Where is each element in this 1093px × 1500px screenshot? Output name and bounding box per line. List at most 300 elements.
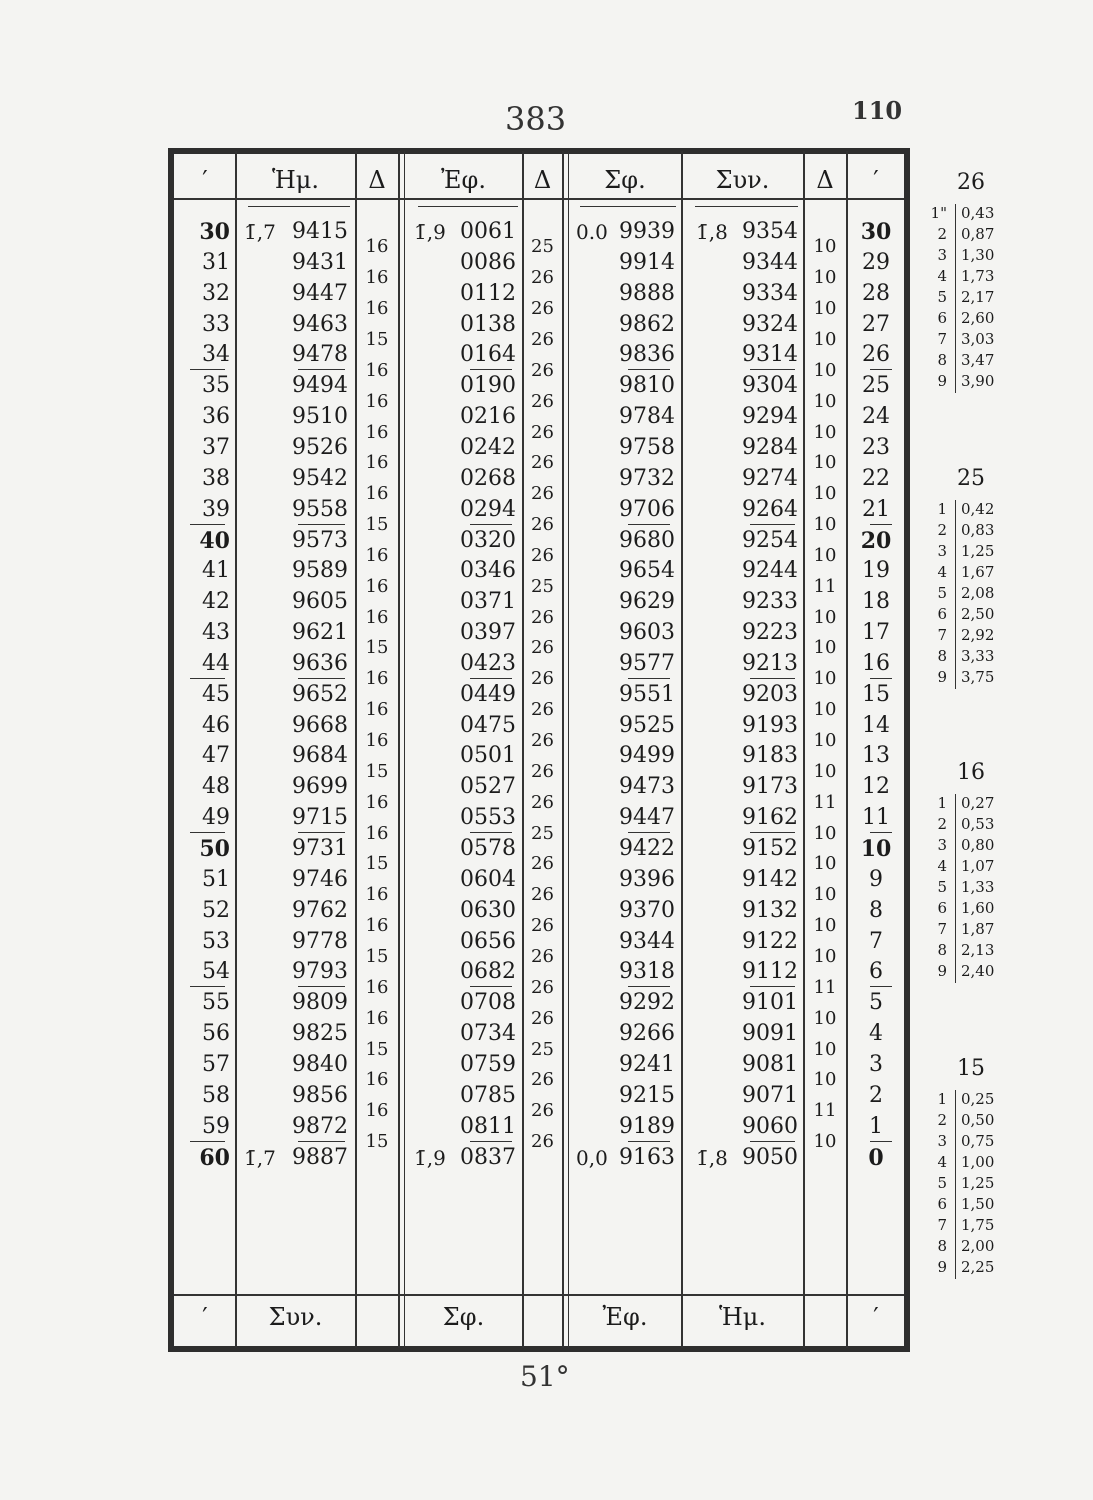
proportional-parts-value: 0,83 xyxy=(961,521,995,539)
group-separator xyxy=(870,524,892,525)
footer-cell: Συν. xyxy=(268,1303,323,1331)
minute-left: 48 xyxy=(202,774,230,800)
proportional-parts-index: 3 xyxy=(937,1132,947,1150)
cot-prefix: 0.0 xyxy=(576,220,608,244)
minute-right: 8 xyxy=(869,897,883,923)
tan-value: 0216 xyxy=(460,404,516,430)
group-separator xyxy=(470,986,512,987)
group-separator xyxy=(470,369,512,370)
minute-left: 38 xyxy=(202,465,230,491)
tan-difference: 26 xyxy=(531,390,554,412)
cos-difference: 10 xyxy=(813,760,837,782)
tan-difference: 25 xyxy=(531,575,554,597)
sin-value: 9558 xyxy=(292,496,348,522)
cos-difference: 10 xyxy=(813,544,837,566)
cot-value: 9758 xyxy=(619,434,675,460)
minute-left: 39 xyxy=(202,496,230,522)
sin-difference: 16 xyxy=(365,575,389,597)
group-separator xyxy=(298,524,345,525)
proportional-parts-index: 7 xyxy=(937,626,947,644)
minute-right: 30 xyxy=(860,219,892,245)
proportional-parts-value: 1,33 xyxy=(961,878,995,896)
proportional-parts-index: 4 xyxy=(937,1153,947,1171)
minute-left: 31 xyxy=(202,249,230,275)
cot-value: 9551 xyxy=(619,681,675,707)
tan-value: 0734 xyxy=(460,1021,516,1047)
proportional-parts-index: 5 xyxy=(937,584,947,602)
header-cell: Δ xyxy=(368,166,386,194)
cot-value: 9447 xyxy=(619,805,675,831)
cos-difference: 10 xyxy=(813,1007,837,1029)
cot-value: 9603 xyxy=(619,620,675,646)
header-underline xyxy=(695,206,798,207)
tan-value: 0423 xyxy=(460,650,516,676)
footer-cell: Σφ. xyxy=(442,1303,485,1331)
sin-value: 9526 xyxy=(292,434,348,460)
cos-difference: 11 xyxy=(813,575,837,597)
proportional-parts-value: 1,07 xyxy=(961,857,995,875)
minute-right: 24 xyxy=(862,404,890,430)
cos-difference: 10 xyxy=(813,514,837,536)
proportional-parts-bar xyxy=(955,204,956,393)
group-separator xyxy=(870,369,892,370)
cot-value: 9318 xyxy=(619,959,675,985)
proportional-parts-value: 0,50 xyxy=(961,1111,995,1129)
tan-value: 0604 xyxy=(460,866,516,892)
tan-difference: 26 xyxy=(531,544,554,566)
minute-right: 21 xyxy=(862,496,890,522)
tan-value: 0320 xyxy=(460,527,516,553)
tan-value: 0164 xyxy=(460,342,516,368)
proportional-parts-value: 3,03 xyxy=(961,330,995,348)
cos-value: 9050 xyxy=(742,1144,798,1170)
minute-right: 6 xyxy=(869,959,883,985)
sin-difference: 16 xyxy=(365,421,389,443)
minute-right: 1 xyxy=(869,1113,883,1139)
minute-right: 27 xyxy=(862,311,890,337)
sin-difference: 16 xyxy=(365,668,389,690)
tan-value: 0475 xyxy=(460,712,516,738)
group-separator xyxy=(470,524,512,525)
tan-difference: 26 xyxy=(531,421,554,443)
cot-value: 9577 xyxy=(619,650,675,676)
minute-right: 5 xyxy=(869,990,883,1016)
proportional-parts-value: 2,13 xyxy=(961,941,995,959)
degree-label: 51° xyxy=(520,1360,570,1393)
sin-value: 9542 xyxy=(292,465,348,491)
sin-difference: 16 xyxy=(365,822,389,844)
proportional-parts-index: 1 xyxy=(937,794,947,812)
minute-left: 52 xyxy=(202,897,230,923)
footer-cell: Ἡμ. xyxy=(718,1303,767,1331)
group-separator xyxy=(750,1141,795,1142)
proportional-parts-index: 2 xyxy=(937,1111,947,1129)
proportional-parts-value: 1,75 xyxy=(961,1216,995,1234)
sin-difference: 15 xyxy=(365,1131,389,1153)
sin-value: 9605 xyxy=(292,589,348,615)
cot-value: 9732 xyxy=(619,465,675,491)
minute-right: 20 xyxy=(860,527,892,554)
sin-difference: 16 xyxy=(365,1007,389,1029)
sin-difference: 15 xyxy=(365,637,389,659)
proportional-parts-value: 3,33 xyxy=(961,647,995,665)
sin-value: 9762 xyxy=(292,897,348,923)
cos-value: 9284 xyxy=(742,434,798,460)
sin-value: 9415 xyxy=(292,219,348,244)
sin-difference: 16 xyxy=(365,791,389,813)
proportional-parts-value: 1,67 xyxy=(961,563,995,581)
minute-left: 41 xyxy=(202,558,230,584)
proportional-parts-index: 5 xyxy=(937,1174,947,1192)
tan-difference: 26 xyxy=(531,791,554,813)
header-cell: Σφ. xyxy=(604,166,646,194)
cos-value: 9071 xyxy=(742,1082,798,1108)
cos-prefix: 1̄,8 xyxy=(696,220,728,244)
proportional-parts-value: 0,42 xyxy=(961,500,995,518)
cos-difference: 10 xyxy=(813,853,837,875)
cos-difference: 10 xyxy=(813,1069,837,1091)
tan-value: 0682 xyxy=(460,959,516,985)
sin-difference: 16 xyxy=(365,976,389,998)
proportional-parts-index: 2 xyxy=(937,225,947,243)
proportional-parts-value: 0,75 xyxy=(961,1132,995,1150)
proportional-parts-title: 15 xyxy=(957,1056,985,1081)
cot-value: 9370 xyxy=(619,897,675,923)
cos-value: 9112 xyxy=(742,959,798,985)
group-separator xyxy=(298,369,345,370)
tan-value: 0061 xyxy=(460,219,516,244)
proportional-parts-value: 1,87 xyxy=(961,920,995,938)
header-rule xyxy=(174,198,904,200)
cot-value: 9189 xyxy=(619,1113,675,1139)
cos-value: 9091 xyxy=(742,1021,798,1047)
proportional-parts-index: 4 xyxy=(937,563,947,581)
proportional-parts-value: 0,87 xyxy=(961,225,995,243)
column-divider xyxy=(681,151,683,1348)
minute-left: 33 xyxy=(202,311,230,337)
proportional-parts-value: 1,25 xyxy=(961,542,995,560)
sin-prefix: 1̄,7 xyxy=(244,1145,276,1170)
group-separator xyxy=(750,369,795,370)
tan-value: 0397 xyxy=(460,620,516,646)
minute-left: 44 xyxy=(202,650,230,676)
sin-value: 9887 xyxy=(292,1144,348,1170)
proportional-parts-index: 6 xyxy=(937,309,947,327)
proportional-parts-index: 2 xyxy=(937,521,947,539)
proportional-parts-index: 8 xyxy=(937,647,947,665)
cot-value: 9862 xyxy=(619,311,675,337)
tan-difference: 26 xyxy=(531,1069,554,1091)
proportional-parts-index: 5 xyxy=(937,288,947,306)
corner-number: 110 xyxy=(852,96,903,125)
minute-left: 55 xyxy=(202,990,230,1016)
tan-difference: 25 xyxy=(531,822,554,844)
page-number: 383 xyxy=(505,100,567,138)
tan-difference: 26 xyxy=(531,267,554,289)
sin-difference: 16 xyxy=(365,730,389,752)
minute-right: 13 xyxy=(862,743,890,769)
group-separator xyxy=(628,369,670,370)
proportional-parts-title: 16 xyxy=(957,760,985,785)
sin-difference: 16 xyxy=(365,390,389,412)
sin-difference: 16 xyxy=(365,236,389,258)
tan-prefix: 1̄,9 xyxy=(414,1145,446,1170)
cos-difference: 10 xyxy=(813,606,837,628)
tan-value: 0501 xyxy=(460,743,516,769)
cos-value: 9173 xyxy=(742,774,798,800)
tan-value: 0759 xyxy=(460,1051,516,1077)
proportional-parts-index: 8 xyxy=(937,351,947,369)
sin-difference: 16 xyxy=(365,1069,389,1091)
tan-difference: 25 xyxy=(531,1038,554,1060)
cos-value: 9152 xyxy=(742,836,798,861)
tan-value: 0086 xyxy=(460,249,516,275)
cos-value: 9142 xyxy=(742,866,798,892)
sin-value: 9731 xyxy=(292,836,348,861)
cos-value: 9354 xyxy=(742,219,798,244)
proportional-parts-bar xyxy=(955,500,956,689)
minute-left: 30 xyxy=(199,219,230,245)
tan-difference: 26 xyxy=(531,699,554,721)
column-divider xyxy=(398,151,400,1348)
sin-difference: 16 xyxy=(365,606,389,628)
group-separator xyxy=(628,1141,670,1142)
proportional-parts-value: 0,27 xyxy=(961,794,995,812)
cos-difference: 10 xyxy=(813,390,837,412)
footer-cell: ′ xyxy=(873,1303,879,1331)
proportional-parts-value: 3,90 xyxy=(961,372,995,390)
sin-value: 9825 xyxy=(292,1021,348,1047)
proportional-parts-index: 1 xyxy=(937,1090,947,1108)
cos-value: 9213 xyxy=(742,650,798,676)
cot-value: 9706 xyxy=(619,496,675,522)
tan-value: 0837 xyxy=(460,1144,516,1170)
tan-value: 0449 xyxy=(460,681,516,707)
tan-value: 0242 xyxy=(460,434,516,460)
proportional-parts-title: 26 xyxy=(957,170,985,195)
minute-right: 28 xyxy=(862,280,890,306)
tan-value: 0371 xyxy=(460,589,516,615)
tan-value: 0268 xyxy=(460,465,516,491)
header-cell: Ἡμ. xyxy=(271,166,320,194)
sin-value: 9746 xyxy=(292,866,348,892)
minute-right: 16 xyxy=(862,650,890,676)
tan-difference: 26 xyxy=(531,328,554,350)
column-divider xyxy=(235,151,237,1348)
cos-value: 9101 xyxy=(742,990,798,1016)
minute-right: 26 xyxy=(862,342,890,368)
group-separator xyxy=(628,832,670,833)
group-separator xyxy=(750,832,795,833)
group-separator xyxy=(190,986,225,987)
cos-difference: 10 xyxy=(813,915,837,937)
minute-left: 37 xyxy=(202,434,230,460)
proportional-parts-value: 1,73 xyxy=(961,267,995,285)
tan-difference: 26 xyxy=(531,668,554,690)
cot-value: 9914 xyxy=(619,249,675,275)
group-separator xyxy=(628,986,670,987)
cos-difference: 11 xyxy=(813,1100,837,1122)
cot-value: 9629 xyxy=(619,589,675,615)
proportional-parts-index: 1 xyxy=(937,500,947,518)
cos-difference: 10 xyxy=(813,668,837,690)
group-separator xyxy=(870,832,892,833)
cos-difference: 10 xyxy=(813,822,837,844)
proportional-parts-title: 25 xyxy=(957,466,985,491)
tan-difference: 26 xyxy=(531,359,554,381)
cos-value: 9162 xyxy=(742,805,798,831)
proportional-parts-value: 2,25 xyxy=(961,1258,995,1276)
group-separator xyxy=(298,832,345,833)
sin-difference: 16 xyxy=(365,483,389,505)
sin-value: 9715 xyxy=(292,805,348,831)
sin-difference: 15 xyxy=(365,1038,389,1060)
footer-cell: ′ xyxy=(202,1303,208,1331)
minute-right: 14 xyxy=(862,712,890,738)
proportional-parts-value: 0,25 xyxy=(961,1090,995,1108)
sin-difference: 15 xyxy=(365,328,389,350)
sin-value: 9809 xyxy=(292,990,348,1016)
minute-left: 57 xyxy=(202,1051,230,1077)
group-separator xyxy=(190,524,225,525)
tan-difference: 26 xyxy=(531,452,554,474)
tan-difference: 26 xyxy=(531,884,554,906)
tan-value: 0785 xyxy=(460,1082,516,1108)
proportional-parts-index: 3 xyxy=(937,542,947,560)
cos-value: 9060 xyxy=(742,1113,798,1139)
group-separator xyxy=(870,1141,892,1142)
sin-value: 9778 xyxy=(292,928,348,954)
cos-difference: 10 xyxy=(813,1131,837,1153)
proportional-parts-value: 1,00 xyxy=(961,1153,995,1171)
cot-value: 9939 xyxy=(619,219,675,244)
cot-value: 9499 xyxy=(619,743,675,769)
cos-value: 9334 xyxy=(742,280,798,306)
group-separator xyxy=(750,986,795,987)
minute-right: 15 xyxy=(862,681,890,707)
cot-value: 9422 xyxy=(619,836,675,861)
tan-value: 0190 xyxy=(460,373,516,399)
sin-difference: 16 xyxy=(365,452,389,474)
cos-value: 9294 xyxy=(742,404,798,430)
minute-right: 10 xyxy=(860,836,892,862)
cos-difference: 10 xyxy=(813,884,837,906)
tan-value: 0294 xyxy=(460,496,516,522)
tan-difference: 26 xyxy=(531,730,554,752)
minute-left: 51 xyxy=(202,866,230,892)
minute-left: 43 xyxy=(202,620,230,646)
proportional-parts-value: 3,47 xyxy=(961,351,995,369)
proportional-parts-value: 1,60 xyxy=(961,899,995,917)
minute-left: 34 xyxy=(202,342,230,368)
minute-left: 59 xyxy=(202,1113,230,1139)
group-separator xyxy=(750,678,795,679)
cos-value: 9314 xyxy=(742,342,798,368)
proportional-parts-index: 9 xyxy=(937,962,947,980)
minute-left: 50 xyxy=(199,836,230,862)
sin-value: 9573 xyxy=(292,527,348,553)
proportional-parts-index: 9 xyxy=(937,668,947,686)
minute-right: 22 xyxy=(862,465,890,491)
group-separator xyxy=(190,832,225,833)
minute-right: 19 xyxy=(862,558,890,584)
proportional-parts-index: 3 xyxy=(937,836,947,854)
tan-difference: 26 xyxy=(531,637,554,659)
sin-difference: 16 xyxy=(365,298,389,320)
sin-value: 9447 xyxy=(292,280,348,306)
column-divider xyxy=(562,151,564,1348)
cot-value: 9241 xyxy=(619,1051,675,1077)
cot-value: 9396 xyxy=(619,866,675,892)
sin-value: 9668 xyxy=(292,712,348,738)
proportional-parts-value: 2,40 xyxy=(961,962,995,980)
cot-value: 9163 xyxy=(619,1144,675,1170)
cot-value: 9836 xyxy=(619,342,675,368)
cot-value: 9215 xyxy=(619,1082,675,1108)
minute-right: 9 xyxy=(869,866,883,892)
proportional-parts-value: 2,60 xyxy=(961,309,995,327)
group-separator xyxy=(470,678,512,679)
cos-difference: 10 xyxy=(813,452,837,474)
sin-value: 9699 xyxy=(292,774,348,800)
group-separator xyxy=(750,524,795,525)
proportional-parts-bar xyxy=(955,1090,956,1279)
cos-value: 9244 xyxy=(742,558,798,584)
group-separator xyxy=(298,1141,345,1142)
cot-value: 9784 xyxy=(619,404,675,430)
minute-left: 42 xyxy=(202,589,230,615)
column-divider xyxy=(568,151,569,1348)
sin-difference: 15 xyxy=(365,945,389,967)
proportional-parts-index: 1" xyxy=(930,204,947,222)
minute-right: 25 xyxy=(862,373,890,399)
cot-value: 9888 xyxy=(619,280,675,306)
header-underline xyxy=(248,206,350,207)
cos-value: 9183 xyxy=(742,743,798,769)
cos-difference: 10 xyxy=(813,267,837,289)
header-cell: Δ xyxy=(816,166,834,194)
cos-difference: 10 xyxy=(813,298,837,320)
proportional-parts-value: 0,53 xyxy=(961,815,995,833)
group-separator xyxy=(628,678,670,679)
sin-value: 9684 xyxy=(292,743,348,769)
proportional-parts-index: 7 xyxy=(937,920,947,938)
proportional-parts-value: 0,80 xyxy=(961,836,995,854)
cos-difference: 11 xyxy=(813,791,837,813)
header-underline xyxy=(418,206,518,207)
tan-value: 0708 xyxy=(460,990,516,1016)
proportional-parts-index: 6 xyxy=(937,605,947,623)
tan-value: 0112 xyxy=(460,280,516,306)
minute-left: 49 xyxy=(202,805,230,831)
group-separator xyxy=(190,678,225,679)
cot-value: 9292 xyxy=(619,990,675,1016)
cot-value: 9344 xyxy=(619,928,675,954)
group-separator xyxy=(298,678,345,679)
cos-difference: 10 xyxy=(813,1038,837,1060)
cos-value: 9132 xyxy=(742,897,798,923)
cot-value: 9473 xyxy=(619,774,675,800)
minute-left: 58 xyxy=(202,1082,230,1108)
tan-difference: 26 xyxy=(531,483,554,505)
cos-difference: 10 xyxy=(813,483,837,505)
minute-left: 46 xyxy=(202,712,230,738)
cos-value: 9264 xyxy=(742,496,798,522)
cos-value: 9274 xyxy=(742,465,798,491)
tan-value: 0578 xyxy=(460,836,516,861)
minute-right: 4 xyxy=(869,1021,883,1047)
tan-value: 0138 xyxy=(460,311,516,337)
